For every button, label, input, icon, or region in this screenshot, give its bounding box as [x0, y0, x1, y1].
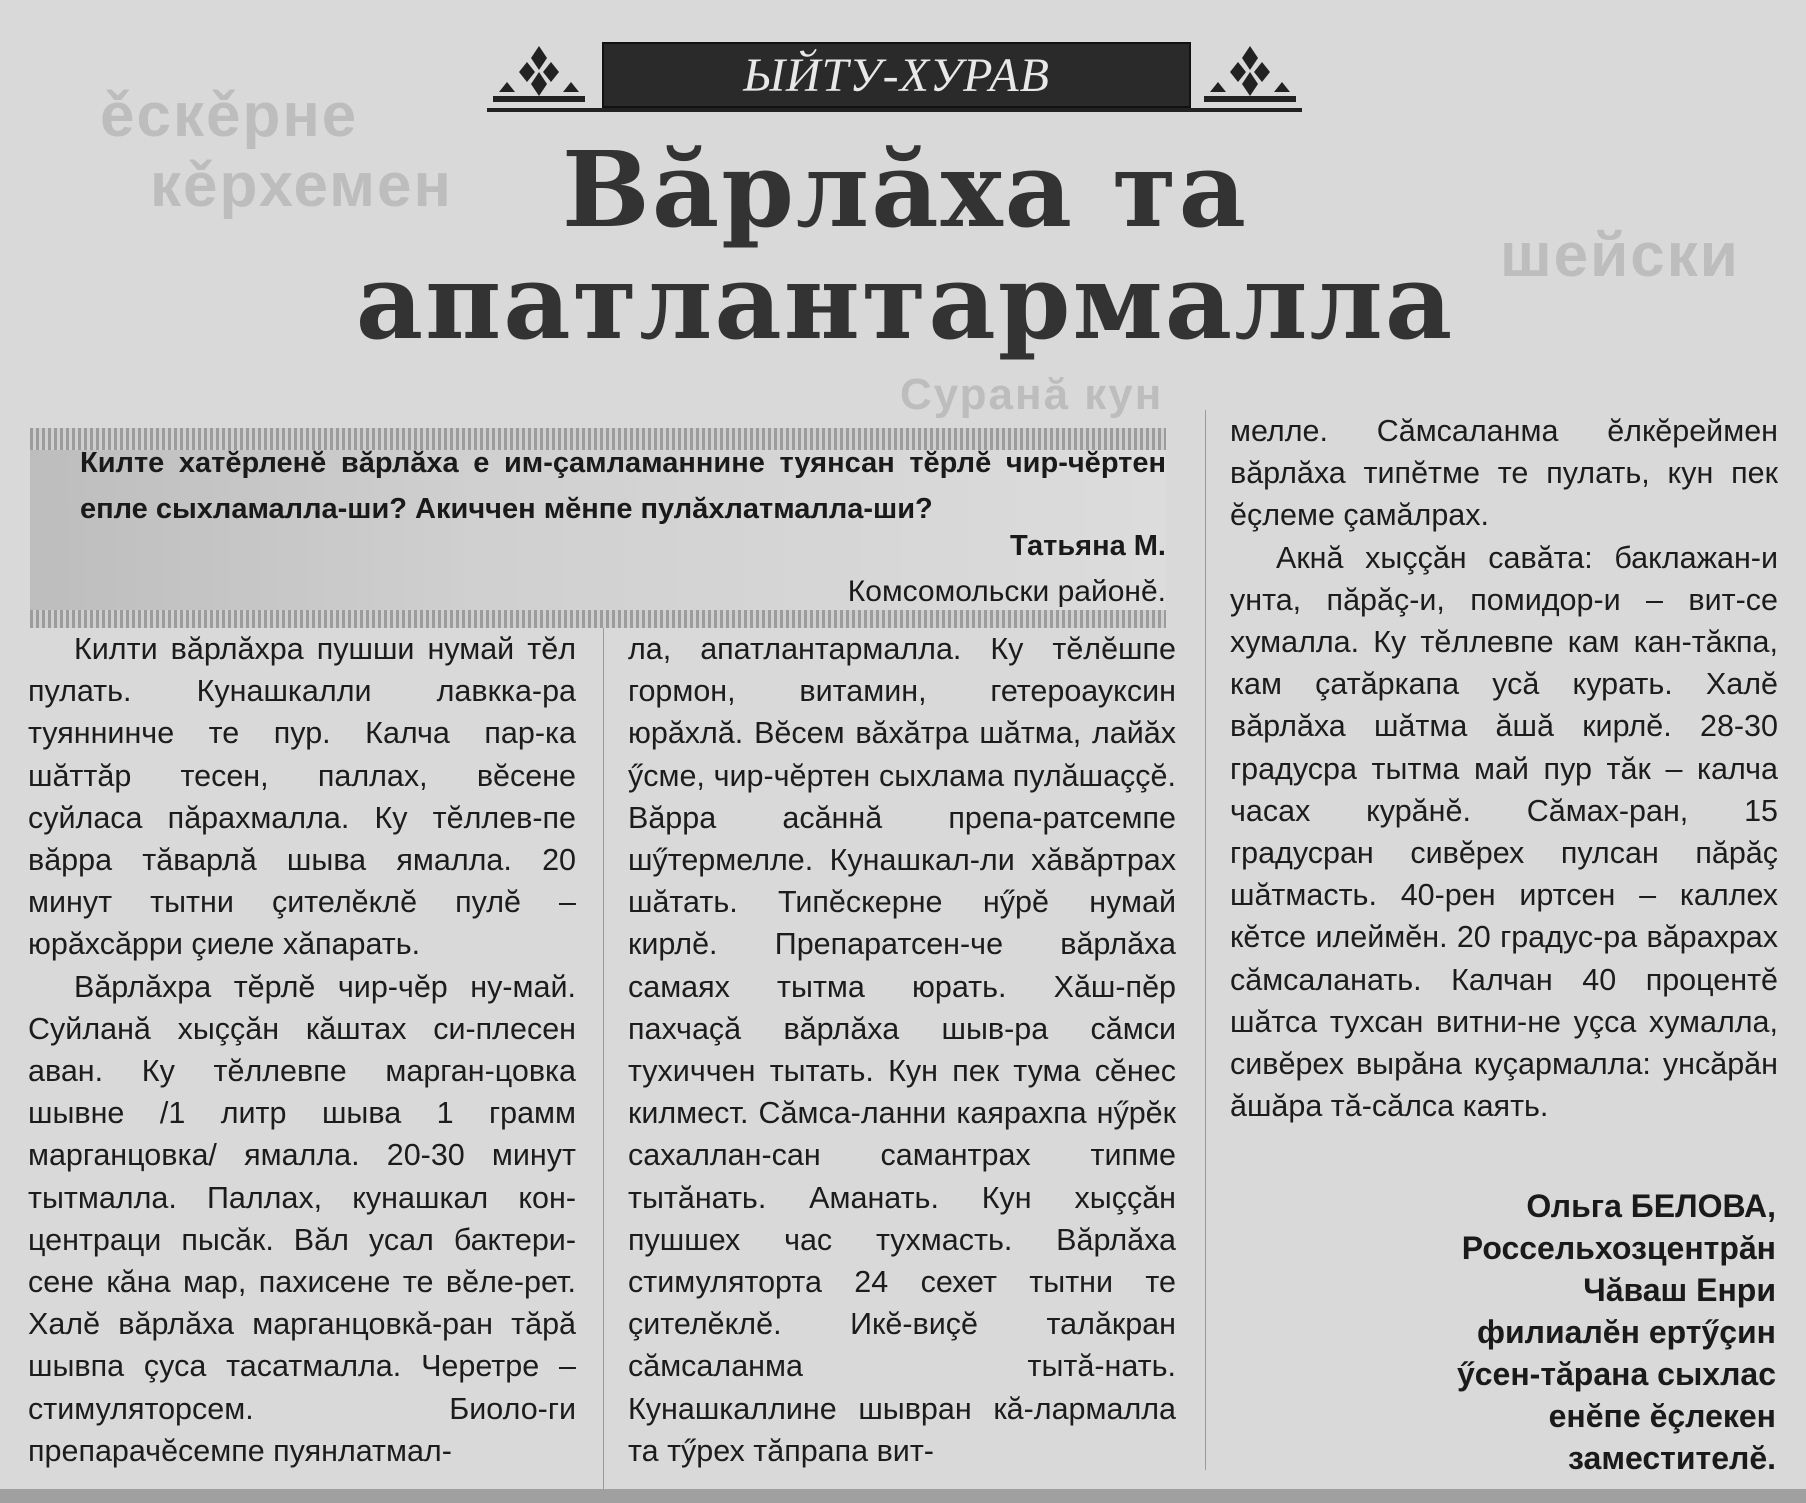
- article-column-1: [28, 628, 576, 1472]
- headline-line-2: апатлантармалла: [355, 240, 1455, 364]
- rubric-label-box: [602, 42, 1191, 108]
- ghost-headline-left-1: ěскěрне: [100, 81, 359, 150]
- signature-line: заместителĕ.: [1568, 1440, 1776, 1476]
- ghost-headline-left-2: кěрхемен: [150, 151, 453, 220]
- ghost-headline-mid: Суранă кун: [900, 370, 1164, 419]
- ghost-headline-right: шейски: [1500, 221, 1740, 290]
- signature-line: Ольга БЕЛОВА,: [1526, 1188, 1776, 1224]
- page-bottom-edge: [0, 1489, 1806, 1503]
- folk-ornament-icon: [487, 42, 591, 106]
- folk-ornament-icon: [1198, 42, 1302, 106]
- signature-line: Чăваш Енри: [1583, 1272, 1776, 1308]
- paragraph: ла, апатлантармалла. Ку тĕлĕшпе гормон, витамин, гетероауксин юрăхлă. Вĕсем вăхăтра шăтма, лайăх ӳсме, чир-чĕртен сыхлама пулăшаççĕ. Вăрра асăннă препа-ратсемпе шӳтермелле. Кунашкал-ли хăвăртрах шăтать. Типĕскерне нӳрĕ нумай кирлĕ. Препаратсен-че вăрлăха самаях тытма юрать. Хăш-пĕр пахчаçă вăрлăха шыв-ра сăмси тухиччен тытать. Кун пек тума сĕнес килмест. Сăмса-ланни каярахпа нӳрĕк сахаллан-сан самантрах типме тытăнать. Аманать. Кун хыççăн пушшех час тухмасть. Вăрлăха стимуляторта 24 сехет тытни те çителĕклĕ. Икĕ-виçĕ талăкран сăмсаланма тытă-нать. Кунашкаллине шывран кă-лармалла та тӳрех тăпрапа вит-: [628, 632, 1176, 1468]
- question-author: Татьяна М.: [1010, 530, 1166, 562]
- article-column-3: [1230, 410, 1778, 1127]
- article-headline: [340, 128, 1470, 364]
- author-signature: [1216, 1185, 1776, 1479]
- paragraph: мелле. Сăмсаланма ĕлкĕреймен вăрлăха типĕтме те пулать, кун пек ĕçлеме çамăлрах.: [1230, 414, 1778, 533]
- signature-line: енĕпе ĕçлекен: [1548, 1398, 1776, 1434]
- rubric-underline: [487, 108, 1302, 112]
- rubric-label: ЫЙТУ-ХУРАВ: [743, 48, 1050, 102]
- signature-line: филиалĕн ертӳçин: [1477, 1314, 1776, 1350]
- article-column-2: [628, 628, 1176, 1472]
- paragraph: Вăрлăхра тĕрлĕ чир-чĕр ну-май. Суйланă хыççăн кăштах си-плесен аван. Ку тĕллевпе марган-цовка шывне /1 литр шыва 1 грамм марганцовка/ ямалла. 20-30 минут тытмалла. Паллах, кунашкал кон-центраци пысăк. Вăл усал бактери-сене кăна мар, пахисене те вĕле-рет. Халĕ вăрлăха марганцовкă-ран тăрă шывпа çуса тасатмалла. Черетре – стимуляторсем. Биоло-ги препарачĕсемпе пуянлатмал-: [28, 969, 576, 1468]
- question-place: Комсомольски районĕ.: [847, 575, 1166, 608]
- rubric-header: [487, 30, 1302, 116]
- column-divider-2: [1205, 410, 1206, 1470]
- headline-line-1: Вăрлăха та: [561, 128, 1249, 251]
- reader-question: Килте хатĕрленĕ вăрлăха е им-çамламаннине туянсан тĕрлĕ чир-чĕртен епле сыхламалла-ши? Акиччен мĕнпе пулăхлатмалла-ши?: [80, 447, 1166, 525]
- lead-stripe-bottom: [30, 610, 1166, 628]
- signature-line: ӳсен-тăрана сыхлас: [1456, 1356, 1776, 1392]
- paragraph: Килти вăрлăхра пушши нумай тĕл пулать. Кунашкалли лавкка-ра туяннинче те пур. Калча пар-ка шăттăр тесен, паллах, вĕсене суйласа пăрахмалла. Ку тĕллев-пе вăрра тăварлă шыва ямалла. 20 минут тытни çителĕклĕ пулĕ – юрăхсăрри çиеле хăпарать.: [28, 632, 576, 962]
- signature-line: Россельхозцентрăн: [1461, 1230, 1776, 1266]
- paragraph: Акнă хыççăн савăта: баклажан-и унта, пăрăç-и, помидор-и – вит-се хумалла. Ку тĕллевпе кам кан-тăкпа, кам çатăркапа усă курать. Халĕ вăрлăха шăтма ăшă кирлĕ. 28-30 градусра тытма май пур тăк – калча часах курăнĕ. Сăмах-ран, 15 градусран сивĕрех пулсан пăрăç шăтмасть. 40-рен иртсен – каллех кĕтсе илеймĕн. 20 градус-ра вăрахрах сăмсаланать. Калчан 40 процентĕ шăтса тухсан витни-не уçса хумалла, сивĕрех вырăна куçармалла: унсăрăн ăшăра тă-сăлса каять.: [1230, 540, 1778, 1124]
